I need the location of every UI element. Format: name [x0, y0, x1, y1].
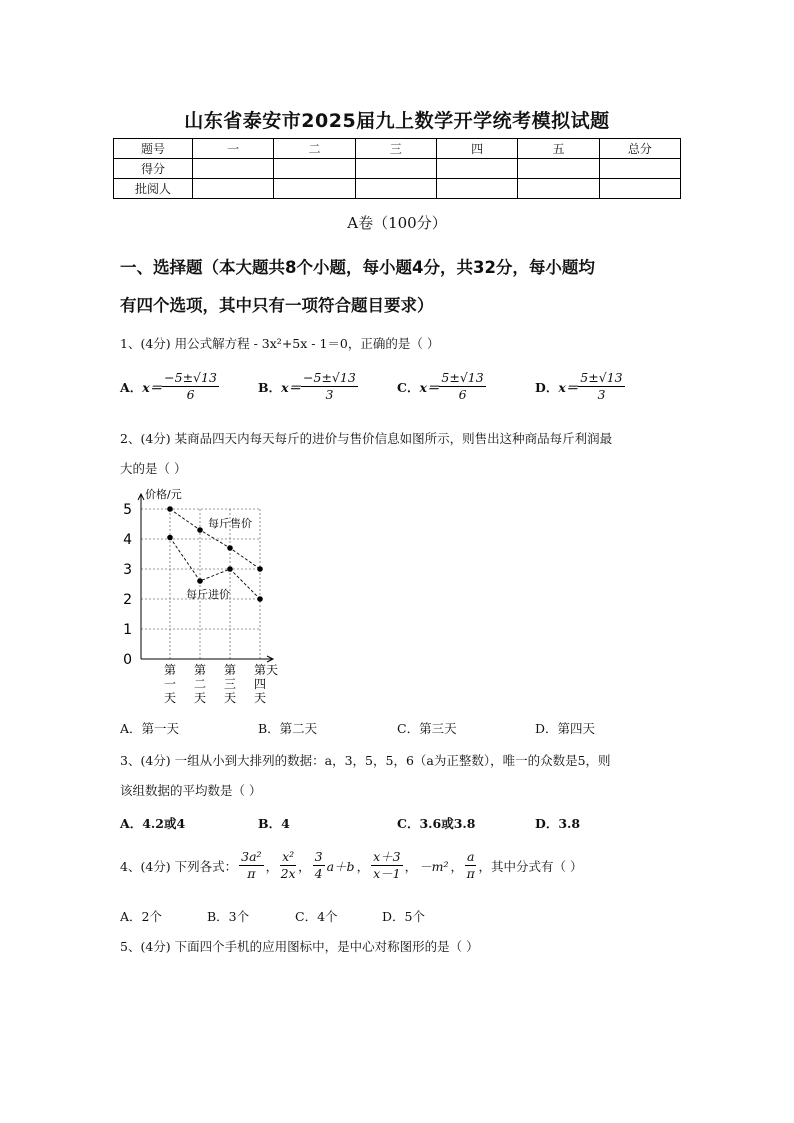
q1-option-c: [397, 370, 486, 403]
table-cell: [274, 179, 355, 199]
x-tick-label: 天: [193, 691, 207, 705]
numerator: x²: [282, 849, 295, 864]
score-table-header-row: [114, 139, 681, 159]
fraction: [371, 849, 403, 882]
fraction: [239, 849, 263, 882]
q3-option-a: A．4.2或4: [120, 816, 186, 831]
denominator: π: [466, 866, 475, 881]
comma: ，: [356, 858, 370, 874]
x-tick-label: 二: [193, 677, 207, 691]
q2-option-b: B．第二天: [258, 721, 318, 736]
option-lhs: x＝: [558, 379, 579, 395]
numerator: −5±√13: [303, 370, 356, 385]
denominator: 4: [314, 866, 323, 881]
q2-option-c: C．第三天: [397, 721, 457, 736]
expression-tail: a＋b: [326, 858, 355, 874]
score-table: [113, 138, 681, 199]
denominator: 6: [186, 387, 195, 402]
option-lhs: x＝: [142, 379, 163, 395]
q2-stem-line1: 2、(4分) 某商品四天内每天每斤的进价与售价信息如图所示，则售出这种商品每斤利润最: [120, 431, 613, 446]
comma: ，: [265, 858, 279, 874]
fraction: [313, 849, 325, 882]
data-point: [197, 527, 203, 533]
q1-option-a: [120, 370, 219, 403]
numerator: 3: [314, 849, 323, 864]
x-tick-label: 第: [163, 663, 177, 677]
option-lhs: x＝: [281, 379, 302, 395]
x-tick-label: 天: [253, 691, 267, 705]
x-tick-label: 第: [223, 663, 237, 677]
fraction: [465, 849, 476, 882]
paper-a-heading: A卷（100分）: [347, 214, 447, 232]
score-table-row: [114, 179, 681, 199]
table-cell: 二: [274, 139, 355, 159]
x-tick-label: 第: [253, 663, 267, 677]
q4-option-b: B．3个: [207, 909, 250, 924]
data-point: [167, 535, 173, 541]
q4-option-c: C．4个: [295, 909, 338, 924]
q3-stem-line2: 该组数据的平均数是（ ）: [120, 783, 262, 798]
table-cell: 三: [355, 139, 436, 159]
table-cell: [436, 159, 517, 179]
fraction: [439, 370, 485, 403]
q3-option-b: B．4: [258, 816, 290, 831]
fraction: [578, 370, 624, 403]
expression: －m²: [419, 858, 449, 874]
section-heading-line2: 有四个选项，其中只有一项符合题目要求）: [120, 296, 434, 315]
exam-title: 山东省泰安市2025届九上数学开学统考模拟试题: [184, 110, 610, 132]
table-cell: [599, 179, 680, 199]
q1-stem: 1、(4分) 用公式解方程 - 3x²+5x - 1＝0，正确的是（ ）: [120, 336, 440, 351]
fraction: [162, 370, 219, 403]
series-label: 每斤进价: [186, 588, 230, 601]
numerator: 5±√13: [580, 370, 623, 385]
data-point: [167, 506, 173, 512]
q2-stem-line2: 大的是（ ）: [120, 461, 187, 476]
data-point: [257, 596, 263, 602]
q3-option-c: C．3.6或3.8: [397, 816, 476, 831]
q1-option-b: [258, 370, 358, 403]
q1-option-d: [535, 370, 625, 403]
x-tick-label: 一: [163, 677, 177, 691]
section-heading-line1: 一、选择题（本大题共8个小题，每小题4分，共32分，每小题均: [120, 258, 595, 277]
denominator: π: [247, 866, 256, 881]
table-cell: 批阅人: [114, 179, 193, 199]
table-cell: 得分: [114, 159, 193, 179]
numerator: x＋3: [373, 849, 401, 864]
x-tick-label: 天: [163, 691, 177, 705]
q2-option-a: A．第一天: [120, 721, 180, 736]
q4-option-d: D．5个: [382, 909, 425, 924]
table-cell: [355, 179, 436, 199]
numerator: 3a²: [241, 849, 262, 864]
data-point: [257, 566, 263, 572]
q4-suffix: ，其中分式有（ ）: [478, 858, 583, 874]
score-table-row: [114, 159, 681, 179]
q4-stem: [120, 849, 582, 882]
numerator: −5±√13: [164, 370, 217, 385]
y-tick-label: 3: [123, 562, 132, 578]
table-cell: [518, 179, 599, 199]
option-label: A．: [120, 379, 143, 395]
q4-option-a: A．2个: [120, 909, 162, 924]
table-cell: [436, 179, 517, 199]
series-label: 每斤售价: [208, 517, 252, 530]
q3-option-d: D．3.8: [535, 816, 581, 831]
fraction: [301, 370, 358, 403]
comma: ，: [404, 858, 418, 874]
y-tick-label: 0: [123, 652, 132, 668]
y-axis-label: 价格/元: [145, 488, 182, 501]
price-chart-svg: [114, 484, 294, 706]
y-tick-label: 1: [123, 622, 132, 638]
option-label: C．: [397, 379, 420, 395]
y-tick-label: 4: [123, 532, 132, 548]
fraction: [280, 849, 296, 882]
table-cell: [193, 159, 274, 179]
table-cell: 五: [518, 139, 599, 159]
option-lhs: x＝: [419, 379, 440, 395]
table-cell: 题号: [114, 139, 193, 159]
denominator: 3: [597, 387, 606, 402]
denominator: x－1: [373, 866, 401, 881]
numerator: 5±√13: [441, 370, 484, 385]
x-tick-label: 三: [223, 677, 237, 691]
denominator: 6: [458, 387, 467, 402]
y-tick-label: 2: [123, 592, 132, 608]
comma: ，: [298, 858, 311, 874]
table-cell: [274, 159, 355, 179]
x-axis-label: 天: [266, 663, 279, 677]
q3-stem-line1: 3、(4分) 一组从小到大排列的数据：a，3，5，5，6（a为正整数），唯一的众数是5，则: [120, 753, 611, 768]
option-label: D．: [535, 379, 559, 395]
denominator: 3: [325, 387, 334, 402]
comma: ，: [450, 858, 464, 874]
table-cell: 一: [193, 139, 274, 159]
numerator: a: [467, 849, 475, 864]
table-cell: 四: [436, 139, 517, 159]
denominator: 2x: [280, 866, 296, 881]
option-label: B．: [258, 379, 282, 395]
data-point: [227, 566, 233, 572]
table-cell: 总分: [599, 139, 680, 159]
table-cell: [193, 179, 274, 199]
y-tick-label: 5: [123, 502, 132, 518]
x-tick-label: 第: [193, 663, 207, 677]
x-tick-label: 四: [253, 677, 267, 691]
table-cell: [518, 159, 599, 179]
data-point: [197, 578, 203, 584]
q2-option-d: D．第四天: [535, 721, 596, 736]
data-point: [227, 545, 233, 551]
x-tick-label: 天: [223, 691, 237, 705]
q4-prefix: 4、(4分) 下列各式：: [120, 858, 238, 874]
table-cell: [355, 159, 436, 179]
q5-stem: 5、(4分) 下面四个手机的应用图标中，是中心对称图形的是（ ）: [120, 939, 479, 954]
table-cell: [599, 159, 680, 179]
price-chart: [114, 484, 294, 706]
